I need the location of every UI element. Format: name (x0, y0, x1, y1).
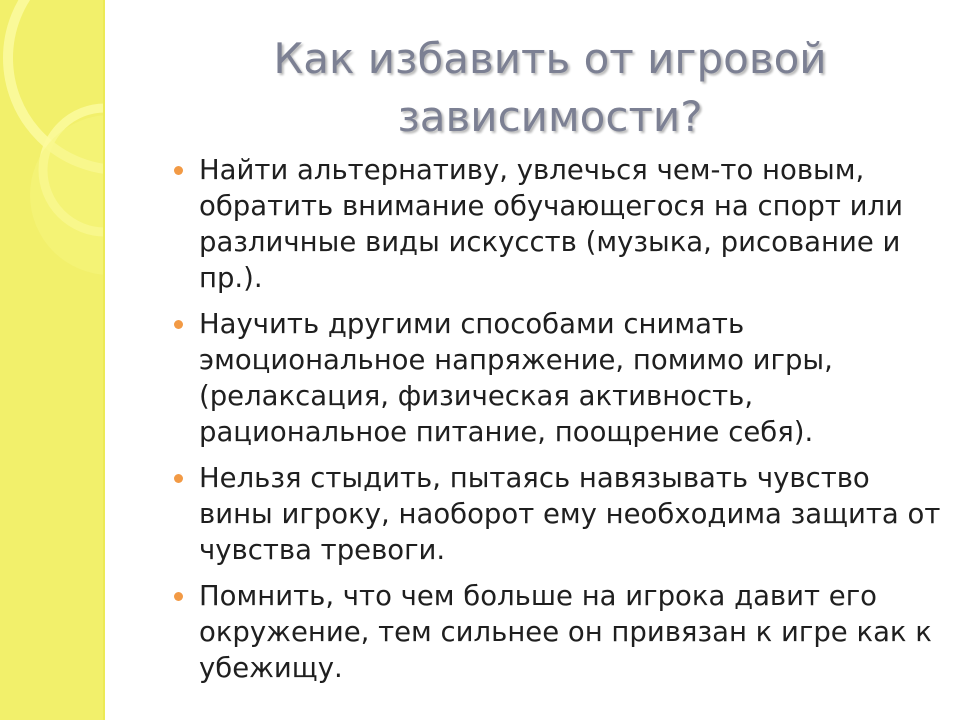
bullet-dot-icon (174, 592, 183, 601)
side-band (0, 0, 105, 720)
decorative-circles (0, 0, 105, 720)
list-item (168, 578, 948, 686)
slide-title: Как избавить от игровой зависимости? (273, 34, 827, 141)
bullet-dot-icon (174, 320, 183, 329)
bullet-dot-icon (174, 474, 183, 483)
bullet-list (168, 152, 948, 696)
list-item-text: Найти альтернативу, увлечься чем-то новым, обратить внимание обучающегося на спорт или различные виды искусств (музыка, рисование и пр.). (199, 154, 903, 294)
side-band-edge (103, 0, 105, 720)
bullet-dot-icon (174, 166, 183, 175)
list-item (168, 306, 948, 450)
list-item-text: Помнить, что чем больше на игрока давит его окружение, тем сильнее он привязан к игре как к убежищу. (199, 580, 932, 684)
list-item-text: Научить другими способами снимать эмоциональное напряжение, помимо игры, (релаксация, физическая активность, рациональное питание, поощрение себя). (199, 308, 833, 448)
list-item-text: Нельзя стыдить, пытаясь навязывать чувство вины игроку, наоборот ему необходима защита от чувства тревоги. (199, 462, 941, 566)
list-item (168, 152, 948, 296)
list-item (168, 460, 948, 568)
